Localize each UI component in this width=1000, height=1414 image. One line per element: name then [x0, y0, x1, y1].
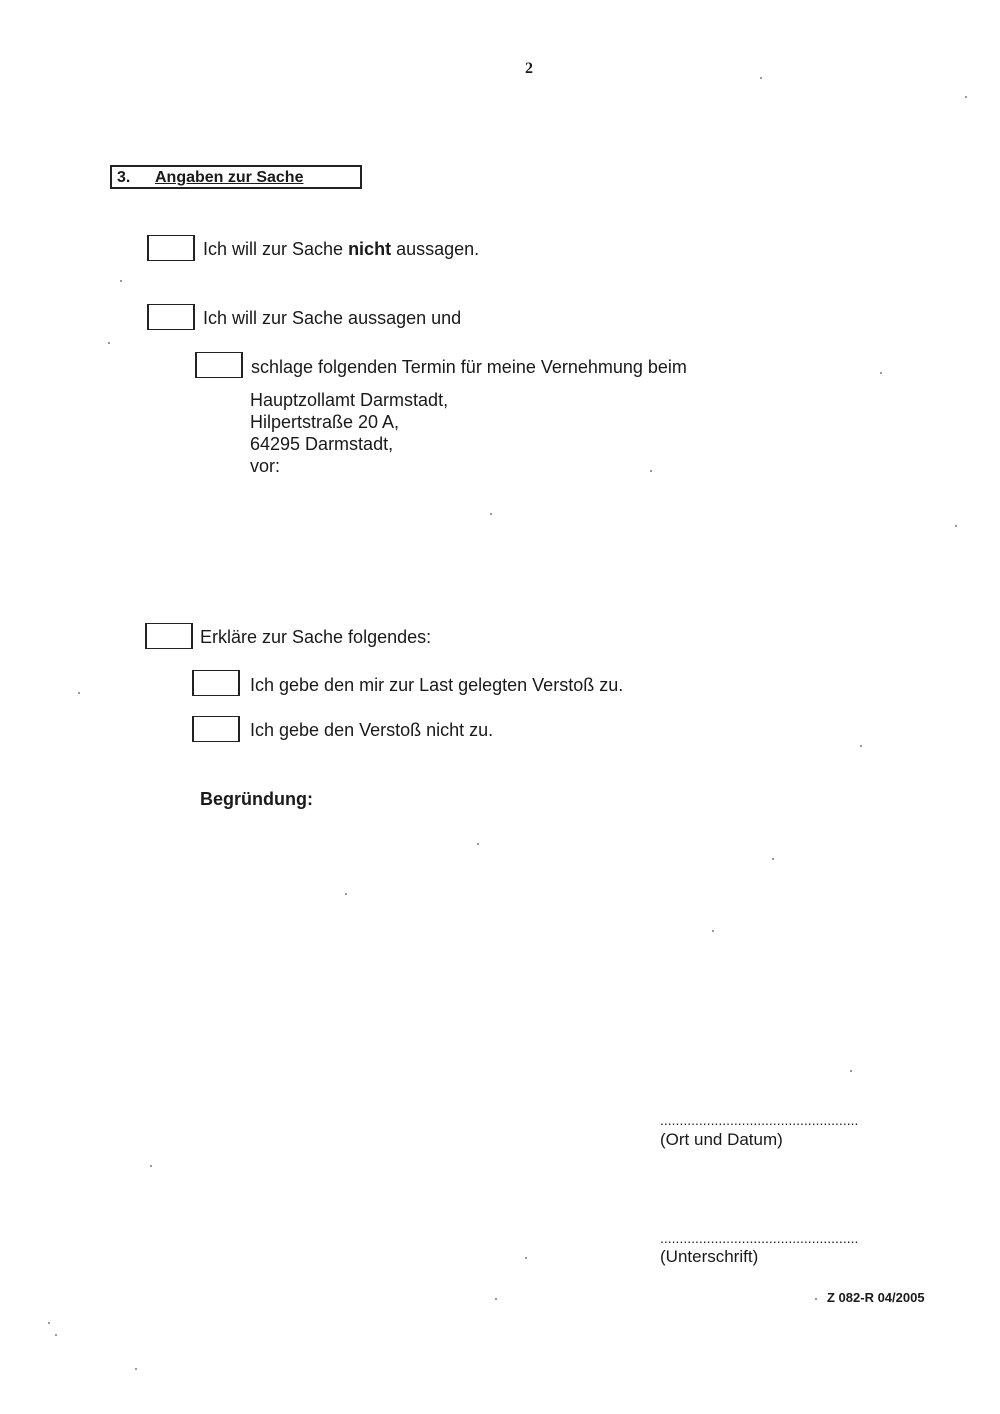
- address-line-2: Hilpertstraße 20 A,: [250, 412, 400, 432]
- signature-label: (Unterschrift): [660, 1247, 759, 1266]
- no-statement-emphasis: nicht: [348, 239, 392, 259]
- option-deny-label: Ich gebe den Verstoß nicht zu.: [250, 720, 494, 740]
- checkbox-no-statement[interactable]: [147, 235, 195, 261]
- reason-label: Begründung:: [200, 789, 313, 809]
- no-statement-prefix: Ich will zur Sache: [203, 239, 349, 259]
- checkbox-admit[interactable]: [192, 670, 240, 696]
- no-statement-suffix: aussagen.: [391, 239, 480, 259]
- signature-dotted-line: ...................................................: [660, 1230, 859, 1246]
- section-title: Angaben zur Sache: [155, 169, 304, 186]
- option-statement-label: Ich will zur Sache aussagen und: [203, 308, 462, 328]
- form-code: Z 082-R 04/2005: [827, 1290, 925, 1305]
- place-date-dotted-line: ...................................................: [660, 1112, 859, 1128]
- place-date-label: (Ort und Datum): [660, 1130, 783, 1149]
- option-declare-label: Erkläre zur Sache folgendes:: [200, 627, 432, 647]
- checkbox-appointment[interactable]: [195, 352, 243, 378]
- address-line-3: 64295 Darmstadt,: [250, 434, 394, 454]
- page-number: 2: [525, 60, 533, 77]
- checkbox-deny[interactable]: [192, 716, 240, 742]
- address-line-4: vor:: [250, 456, 281, 476]
- checkbox-statement[interactable]: [147, 304, 195, 330]
- option-appointment-label: schlage folgenden Termin für meine Vernehmung beim: [251, 357, 687, 377]
- section-number: 3.: [117, 169, 131, 186]
- option-admit-label: Ich gebe den mir zur Last gelegten Verstoß zu.: [250, 675, 624, 695]
- address-line-1: Hauptzollamt Darmstadt,: [250, 390, 449, 410]
- checkbox-declare[interactable]: [145, 623, 193, 649]
- option-no-statement-label: [203, 239, 479, 260]
